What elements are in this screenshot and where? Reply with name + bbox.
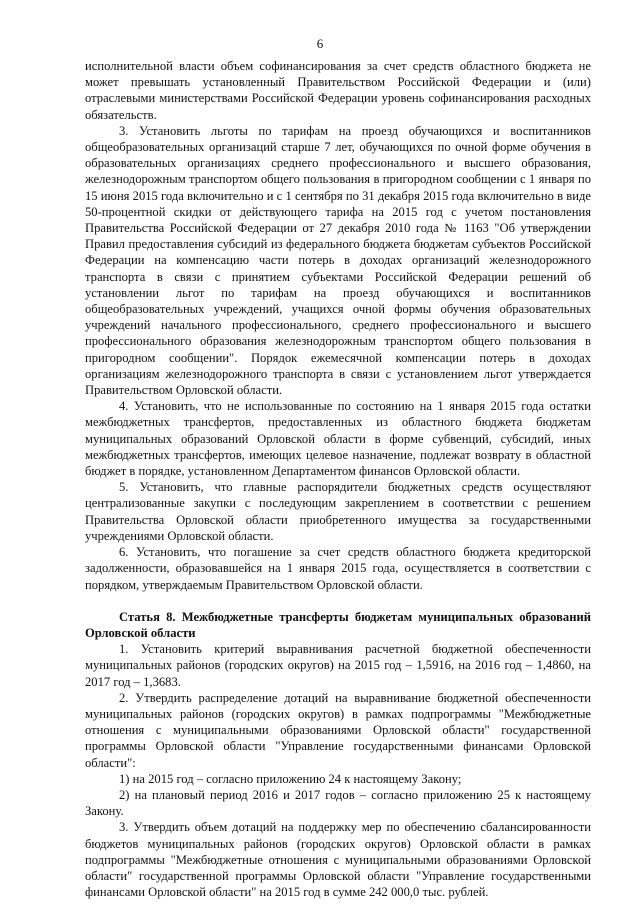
article8-paragraph-1: 1. Установить критерий выравнивания расчетной бюджетной обеспеченности муниципальных районов (городских округов) на 2015 год – 1,5916, на 2016 год – 1,4860, на 2017 год – 1,3683. xyxy=(85,642,591,689)
section-gap xyxy=(85,593,591,609)
article8-subitem-1: 1) на 2015 год – согласно приложению 24 к настоящему Закону; xyxy=(119,771,462,786)
article8-paragraph-3: 3. Утвердить объем дотаций на поддержку мер по обеспечению сбалансированности бюджетов муниципальных районов (городских округов) Орловской области в рамках подпрограммы "Межбюджетные отношения с муниципальными образованиями Орловской области" государственной программы Орловской области "Управление государственными финансами Орловской области" на 2015 год в сумме 242 000,0 тыс. рублей. xyxy=(85,820,591,900)
paragraph-item-3: 3. Установить льготы по тарифам на проезд обучающихся и воспитанников общеобразовательных организаций старше 7 лет, обучающихся по очной форме обучения в образовательных организациях среднего профессионального и высшего образования, железнодорожным транспортом общего пользования в пригородном сообщении с 1 января по 15 июня 2015 года включительно и с 1 сентября по 31 декабря 2015 года включительно в виде 50-процентной скидки от действующего тарифа на 2015 год с учетом постановления Правительства Российской Федерации от 27 декабря 2010 года № 1163 "Об утверждении Правил предоставления субсидий из федерального бюджета бюджетам субъектов Российской Федерации на компенсацию части потерь в доходах организаций железнодорожного транспорта в связи с принятием субъектами Российской Федерации решений об установлении льгот по тарифам на проезд обучающихся и воспитанников общеобразовательных учреждений, учащихся очной формы обучения образовательных учреждений начального профессионального, среднего профессионального и высшего профессионального образования железнодорожным транспортом общего пользования в пригородном сообщении". Порядок ежемесячной компенсации потерь в доходах организациям железнодорожного транспорта в связи с установлением льгот утверждается Правительством Орловской области. xyxy=(85,123,591,398)
paragraph-continuation: исполнительной власти объем софинансирования за счет средств областного бюджета не может превышать установленный Правительством Российской Федерации и (или) отраслевыми министерствами Российской Федерации уровень софинансирования расходных обязательств. xyxy=(85,59,591,122)
paragraph-item-5: 5. Установить, что главные распорядители бюджетных средств осуществляют централизованные закупки с последующим закреплением в соответствии с решением Правительства Орловской области приобретенного имущества за государственными учреждениями Орловской области. xyxy=(85,480,591,543)
article-heading: Статья 8. Межбюджетные трансферты бюджетам муниципальных образований Орловской области xyxy=(85,609,591,640)
paragraph-item-4: 4. Установить, что не использованные по состоянию на 1 января 2015 года остатки межбюджетных трансфертов, предоставленных из областного бюджета бюджетам муниципальных образований Орловской области в форме субвенций, субсидий, иных межбюджетных трансфертов, имеющих целевое назначение, подлежат возврату в областной бюджет в порядке, установленном Департаментом финансов Орловской области. xyxy=(85,399,591,479)
page-number: 6 xyxy=(316,36,324,51)
document-body xyxy=(85,58,591,900)
paragraph-item-6: 6. Установить, что погашение за счет средств областного бюджета кредиторской задолженности, образовавшейся на 1 января 2015 года, осуществляется в соответствии с порядком, утверждаемым Правительством Орловской области. xyxy=(85,545,591,592)
article8-subitem-2: 2) на плановый период 2016 и 2017 годов – согласно приложению 25 к настоящему Закону. xyxy=(85,787,591,819)
article8-paragraph-2: 2. Утвердить распределение дотаций на выравнивание бюджетной обеспеченности муниципальных районов (городских округов) в рамках подпрограммы "Межбюджетные отношения с муниципальными образованиями Орловской области" государственной программы Орловской области "Управление государственными финансами Орловской области": xyxy=(85,690,591,770)
